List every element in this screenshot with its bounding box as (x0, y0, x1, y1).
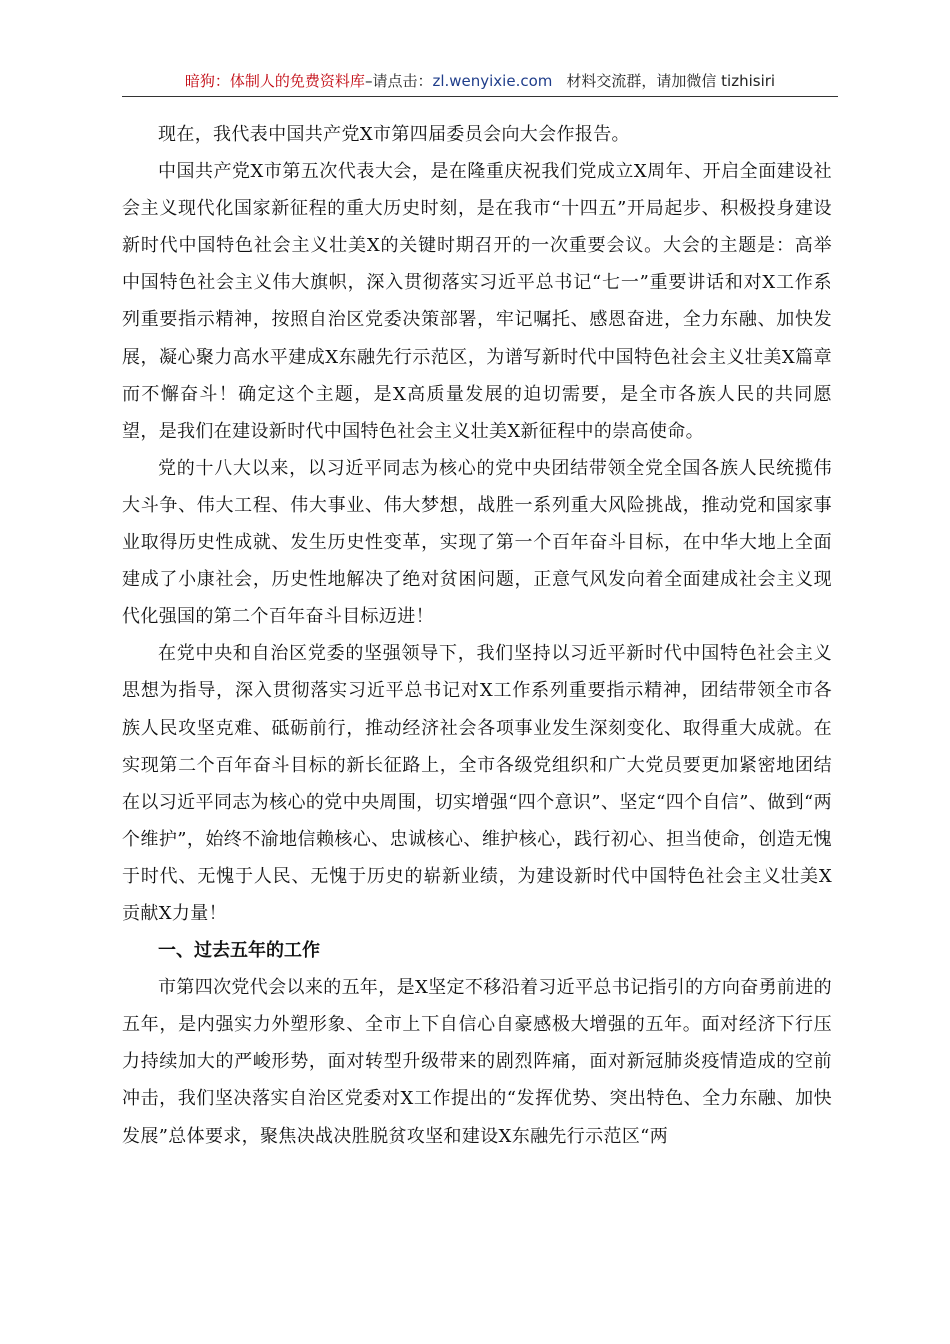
paragraph-opening: 现在，我代表中国共产党X市第四届委员会向大会作报告。 (158, 124, 630, 145)
paragraph-congress-theme: 中国共产党X市第五次代表大会，是在隆重庆祝我们党成立X周年、开启全面建设社会主义现代化国家新征程的重大历史时刻，是在我市“十四五”开局起步、积极投身建设新时代中国特色社会主义壮美X的关键时期召开的一次重要会议。大会的主题是：高举中国特色社会主义伟大旗帜，深入贯彻落实习近平总书记“七一”重要讲话和对X工作系列重要指示精神，按照自治区党委决策部署，牢记嘱托、感恩奋进，全力东融、加快发展，凝心聚力高水平建成X东融先行示范区，为谱写新时代中国特色社会主义壮美X篇章而不懈奋斗！确定这个主题，是X高质量发展的迫切需要，是全市各族人民的共同愿望，是我们在建设新时代中国特色社会主义壮美X新征程中的崇高使命。 (122, 161, 832, 442)
header-click-prompt: –请点击： (364, 72, 433, 90)
header-brand: 暗狗：体制人的免费资料库 (184, 72, 365, 90)
header-url-link[interactable]: zl.wenyixie.com (432, 72, 553, 90)
paragraph-leadership: 在党中央和自治区党委的坚强领导下，我们坚持以习近平新时代中国特色社会主义思想为指导，深入贯彻落实习近平总书记对X工作系列重要指示精神，团结带领全市各族人民攻坚克难、砥砺前行，推动经济社会各项事业发生深刻变化、取得重大成就。在实现第二个百年奋斗目标的新长征路上，全市各级党组织和广大党员要更加紧密地团结在以习近平同志为核心的党中央周围，切实增强“四个意识”、坚定“四个自信”、做到“两个维护”，始终不渝地信赖核心、忠诚核心、维护核心，践行初心、担当使命，创造无愧于时代、无愧于人民、无愧于历史的崭新业绩，为建设新时代中国特色社会主义壮美X贡献X力量！ (122, 643, 832, 924)
paragraph-since-18th-congress: 党的十八大以来，以习近平同志为核心的党中央团结带领全党全国各族人民统揽伟大斗争、伟大工程、伟大事业、伟大梦想，战胜一系列重大风险挑战，推动党和国家事业取得历史性成就、发生历史性变革，实现了第一个百年奋斗目标，在中华大地上全面建成了小康社会，历史性地解决了绝对贫困问题，正意气风发向着全面建成社会主义现代化强国的第二个百年奋斗目标迈进！ (122, 457, 832, 628)
document-body (122, 116, 832, 1155)
paragraph-past-five-years: 市第四次党代会以来的五年，是X坚定不移沿着习近平总书记指引的方向奋勇前进的五年，是内强实力外塑形象、全市上下自信心自豪感极大增强的五年。面对经济下行压力持续加大的严峻形势，面对转型升级带来的剧烈阵痛，面对新冠肺炎疫情造成的空前冲击，我们坚决落实自治区党委对X工作提出的“发挥优势、突出特色、全力东融、加快发展”总体要求，聚焦决战决胜脱贫攻坚和建设X东融先行示范区“两 (122, 977, 832, 1147)
header-group-info: 材料交流群，请加微信 tizhisiri (566, 72, 776, 90)
page-header (122, 70, 838, 97)
section-heading-past-five-years: 一、过去五年的工作 (158, 940, 320, 962)
